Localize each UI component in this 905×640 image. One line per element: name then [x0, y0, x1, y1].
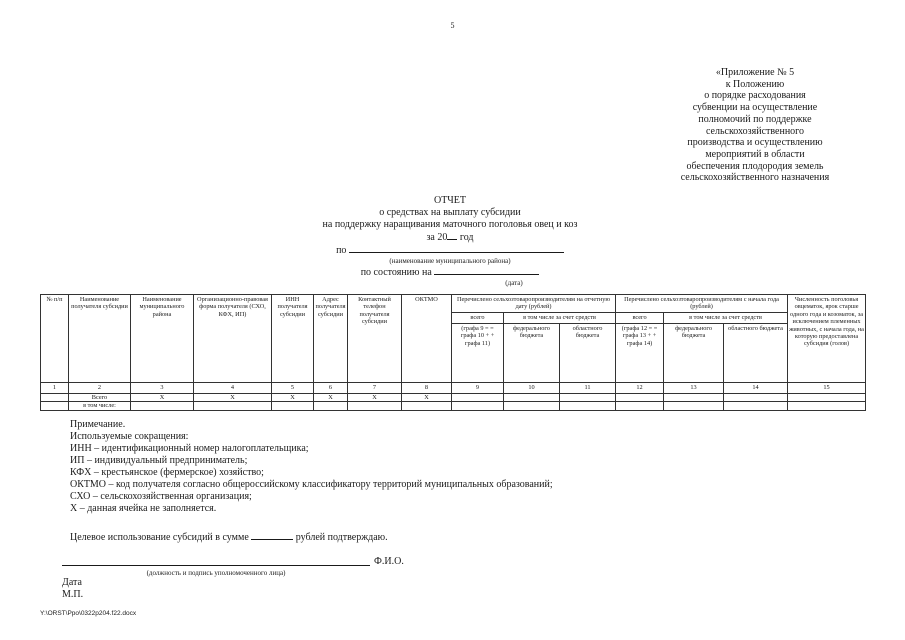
report-table: [40, 294, 866, 411]
table-cell: [504, 393, 560, 401]
x-mark: X: [402, 393, 452, 401]
appendix-line: сельскохозяйственного назначения: [680, 172, 830, 184]
table-cell: [452, 402, 504, 410]
table-cell: [664, 402, 724, 410]
report-subtitle-1: о средствах на выплату субсидии: [379, 207, 521, 218]
column-number: 14: [724, 382, 788, 393]
appendix-line: «Приложение № 5: [715, 67, 795, 78]
file-path: Y:\ORST\Ppo\0322p204.f22.docx: [40, 610, 137, 617]
x-mark: X: [314, 393, 348, 401]
column-number: 6: [314, 382, 348, 393]
col-header-address: Адрес получателя субсидии: [314, 295, 348, 383]
page-number: 5: [450, 21, 455, 30]
table-cell: [616, 402, 664, 410]
confirmation-line: Целевое использование субсидий в сумме рублей подтверждаю.: [70, 532, 388, 543]
appendix-line: к Положению: [725, 78, 785, 90]
table-cell: [724, 393, 788, 401]
report-year: за 20 год: [426, 232, 474, 243]
column-number: 10: [504, 382, 560, 393]
column-number: 15: [788, 382, 866, 393]
sub-header-total: всего: [452, 312, 504, 323]
including-label: в том числе:: [69, 402, 131, 410]
col-header-livestock: Численность поголовья овцематок, ярок старше одного года и козоматок, за исключением племенных животных, с начала года, на которую предоставлена субсидия (голов): [788, 295, 866, 383]
total-label: Всего: [69, 393, 131, 401]
note-line: КФХ – крестьянское (фермерское) хозяйство;: [70, 467, 264, 478]
table-cell: [788, 393, 866, 401]
note-line: Используемые сокращения:: [70, 431, 189, 442]
table-row-total: [41, 393, 866, 401]
municipal-blank: [349, 244, 564, 253]
note-line: ОКТМО – код получателя согласно общероссийскому классификатору территорий муниципальных образований;: [70, 479, 553, 490]
group-header-year-start: Перечислено сельхозтоваропроизводителям с начала года (рублей): [616, 295, 788, 313]
table-cell: [664, 393, 724, 401]
col-header-oktmo: ОКТМО: [402, 295, 452, 383]
sub-header-regional: областного бюджета: [724, 323, 788, 382]
note-line: ИП – индивидуальный предприниматель;: [70, 455, 248, 466]
column-number: 9: [452, 382, 504, 393]
column-number: 3: [131, 382, 194, 393]
table-cell: [194, 402, 272, 410]
sub-header-regional: областного бюджета: [560, 323, 616, 382]
column-number: 1: [41, 382, 69, 393]
sub-header-total: всего: [616, 312, 664, 323]
table-cell: [314, 402, 348, 410]
table-cell: [272, 402, 314, 410]
col-header-municipal: Наименование муниципального района: [131, 295, 194, 383]
col-header-phone: Контактный телефон получателя субсидии: [348, 295, 402, 383]
appendix-line: обеспечения плодородия земель: [686, 160, 824, 172]
report-subtitle-2: на поддержку наращивания маточного поголовья овец и коз: [322, 219, 578, 230]
appendix-line: сельскохозяйственного: [705, 125, 805, 137]
amount-blank: [251, 531, 293, 540]
table-cell: [724, 402, 788, 410]
note-line: Примечание.: [70, 419, 126, 430]
note-line: Х – данная ячейка не заполняется.: [70, 503, 217, 514]
table-cell: [131, 402, 194, 410]
table-cell: [348, 402, 402, 410]
table-cell: [41, 402, 69, 410]
date-caption: (дата): [505, 279, 523, 287]
table-cell: [452, 393, 504, 401]
column-numbers-row: [41, 382, 866, 393]
x-mark: X: [194, 393, 272, 401]
appendix-line: субвенции на осуществление: [692, 102, 818, 114]
fio-label: Ф.И.О.: [374, 556, 404, 567]
formula-year-start: (графа 12 = = графа 13 + + графа 14): [616, 323, 664, 382]
table-cell: [788, 402, 866, 410]
column-number: 8: [402, 382, 452, 393]
appendix-line: мероприятий в области: [705, 148, 805, 160]
note-line: ИНН – идентификационный номер налогоплательщика;: [70, 443, 309, 454]
table-cell: [616, 393, 664, 401]
group-header-reporting-date: Перечислено сельхозтоваропроизводителям на отчетную дату (рублей): [452, 295, 616, 313]
column-number: 5: [272, 382, 314, 393]
year-blank: [447, 231, 457, 240]
municipal-line: по: [240, 244, 660, 257]
col-header-no: № п/п: [41, 295, 69, 383]
signature-line: [62, 565, 370, 566]
sub-header-federal: федерального бюджета: [664, 323, 724, 382]
appendix-line: о порядке расходования: [704, 90, 806, 102]
column-number: 11: [560, 382, 616, 393]
notes-block: [70, 419, 553, 515]
x-mark: X: [272, 393, 314, 401]
table-cell: [402, 402, 452, 410]
column-number: 7: [348, 382, 402, 393]
appendix-header: [655, 67, 855, 184]
as-of-line: по состоянию на: [240, 266, 660, 279]
sub-header-including: в том числе за счет средств: [664, 312, 788, 323]
table-cell: [504, 402, 560, 410]
column-number: 2: [69, 382, 131, 393]
date-blank: [434, 266, 539, 275]
table-cell: [41, 393, 69, 401]
column-number: 13: [664, 382, 724, 393]
col-header-inn: ИНН получателя субсидии: [272, 295, 314, 383]
stamp-label: М.П.: [62, 589, 84, 600]
x-mark: X: [131, 393, 194, 401]
col-header-legal-form: Организационно-правовая форма получателя (СХО, КФХ, ИП): [194, 295, 272, 383]
appendix-line: полномочий по поддержке: [698, 113, 812, 125]
table-row-including: [41, 402, 866, 410]
formula-reporting: (графа 9 = = графа 10 + + графа 11): [452, 323, 504, 382]
signature-caption: (должность и подпись уполномоченного лица): [146, 569, 286, 577]
column-number: 4: [194, 382, 272, 393]
col-header-recipient: Наименование получателя субсидии: [69, 295, 131, 383]
table-cell: [560, 393, 616, 401]
x-mark: X: [348, 393, 402, 401]
municipal-caption: (наименование муниципального района): [389, 257, 511, 265]
table-cell: [560, 402, 616, 410]
column-number: 12: [616, 382, 664, 393]
sub-header-including: в том числе за счет средств: [504, 312, 616, 323]
note-line: СХО – сельскохозяйственная организация;: [70, 491, 252, 502]
report-heading: ОТЧЕТ: [433, 195, 467, 206]
report-title-block: [240, 195, 660, 288]
sub-header-federal: федерального бюджета: [504, 323, 560, 382]
appendix-line: производства и осуществлению: [687, 137, 823, 149]
date-label: Дата: [62, 577, 82, 588]
